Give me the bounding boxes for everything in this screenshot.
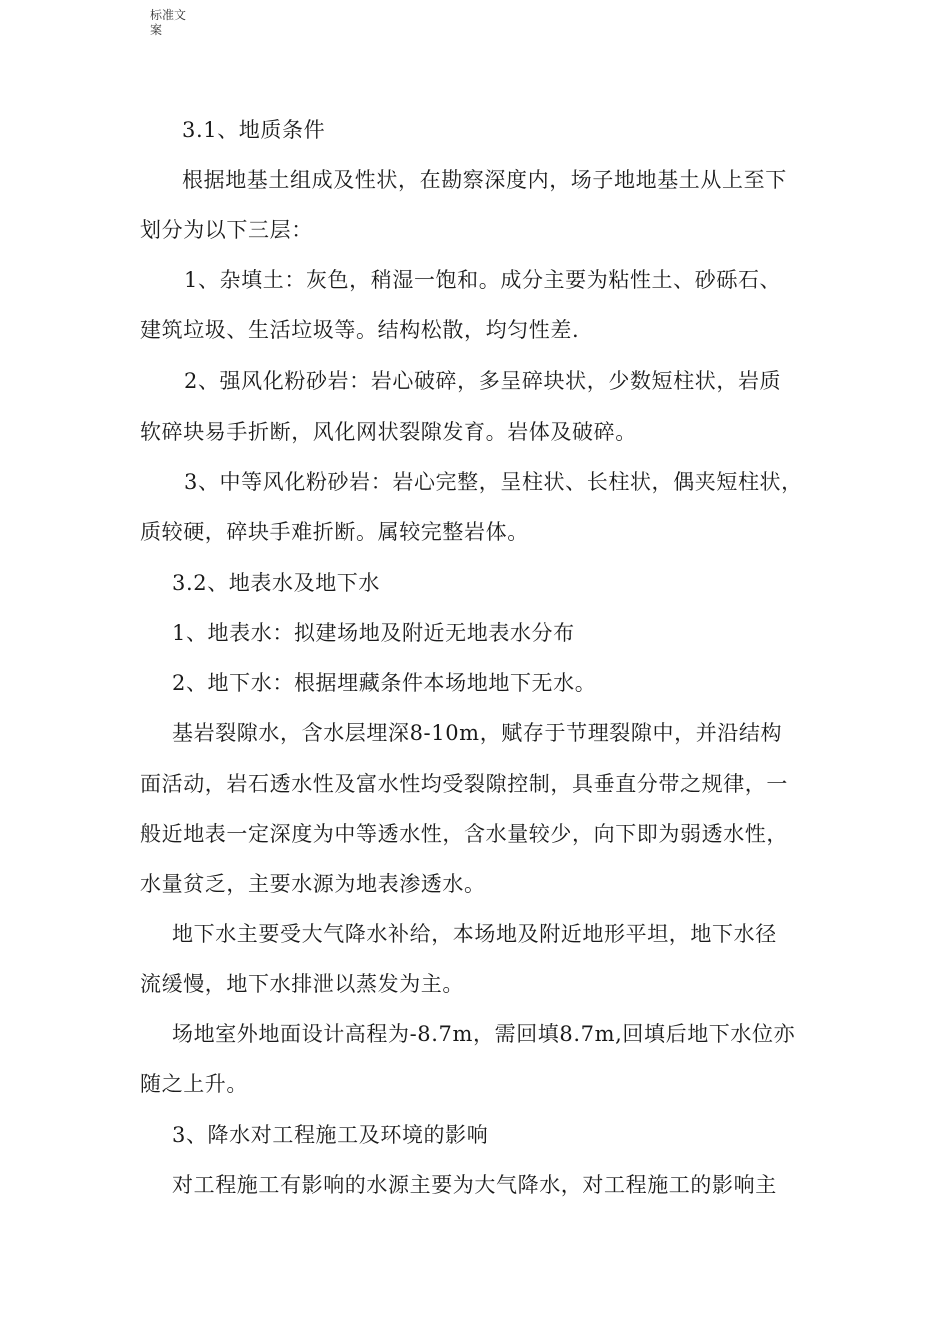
paragraph-line: 地下水主要受大气降水补给，本场地及附近地形平坦，地下水径 [172, 922, 777, 946]
paragraph-line: 般近地表一定深度为中等透水性，含水量较少，向下即为弱透水性， [140, 822, 788, 846]
paragraph-line: 3、中等风化粉砂岩：岩心完整，呈柱状、长柱状，偶夹短柱状， [184, 470, 803, 494]
section-heading-3-1: 3.1、地质条件 [182, 118, 326, 142]
paragraph-line: 2、地下水：根据埋藏条件本场地地下无水。 [172, 671, 597, 695]
paragraph-line: 划分为以下三层： [140, 218, 313, 242]
paragraph-line: 面活动，岩石透水性及富水性均受裂隙控制，具垂直分带之规律，一 [140, 772, 788, 796]
paragraph-line: 2、强风化粉砂岩：岩心破碎，多呈碎块状，少数短柱状，岩质 [184, 369, 782, 393]
paragraph-line: 3、降水对工程施工及环境的影响 [172, 1123, 489, 1147]
paragraph-line: 1、地表水：拟建场地及附近无地表水分布 [172, 621, 575, 645]
paragraph-line: 根据地基土组成及性状，在勘察深度内，场子地地基土从上至下 [182, 168, 787, 192]
paragraph-line: 1、杂填土：灰色，稍湿一饱和。成分主要为粘性土、砂砾石、 [184, 268, 782, 292]
header-label-line1: 标准文 [150, 8, 187, 22]
paragraph-line: 软碎块易手折断，风化网状裂隙发育。岩体及破碎。 [140, 420, 637, 444]
paragraph-line: 流缓慢，地下水排泄以蒸发为主。 [140, 972, 464, 996]
paragraph-line: 建筑垃圾、生活垃圾等。结构松散，均匀性差. [140, 318, 580, 342]
paragraph-line: 质较硬，碎块手难折断。属较完整岩体。 [140, 520, 529, 544]
paragraph-line: 对工程施工有影响的水源主要为大气降水，对工程施工的影响主 [172, 1173, 777, 1197]
header-label-line2: 案 [150, 23, 163, 37]
paragraph-line: 随之上升。 [140, 1072, 248, 1096]
page-header [150, 8, 210, 38]
paragraph-line: 场地室外地面设计高程为-8.7m，需回填8.7m,回填后地下水位亦 [172, 1022, 796, 1046]
section-heading-3-2: 3.2、地表水及地下水 [172, 571, 380, 595]
paragraph-line: 水量贫乏，主要水源为地表渗透水。 [140, 872, 486, 896]
paragraph-line: 基岩裂隙水，含水层埋深8-10m，赋存于节理裂隙中，并沿结构 [172, 721, 783, 745]
